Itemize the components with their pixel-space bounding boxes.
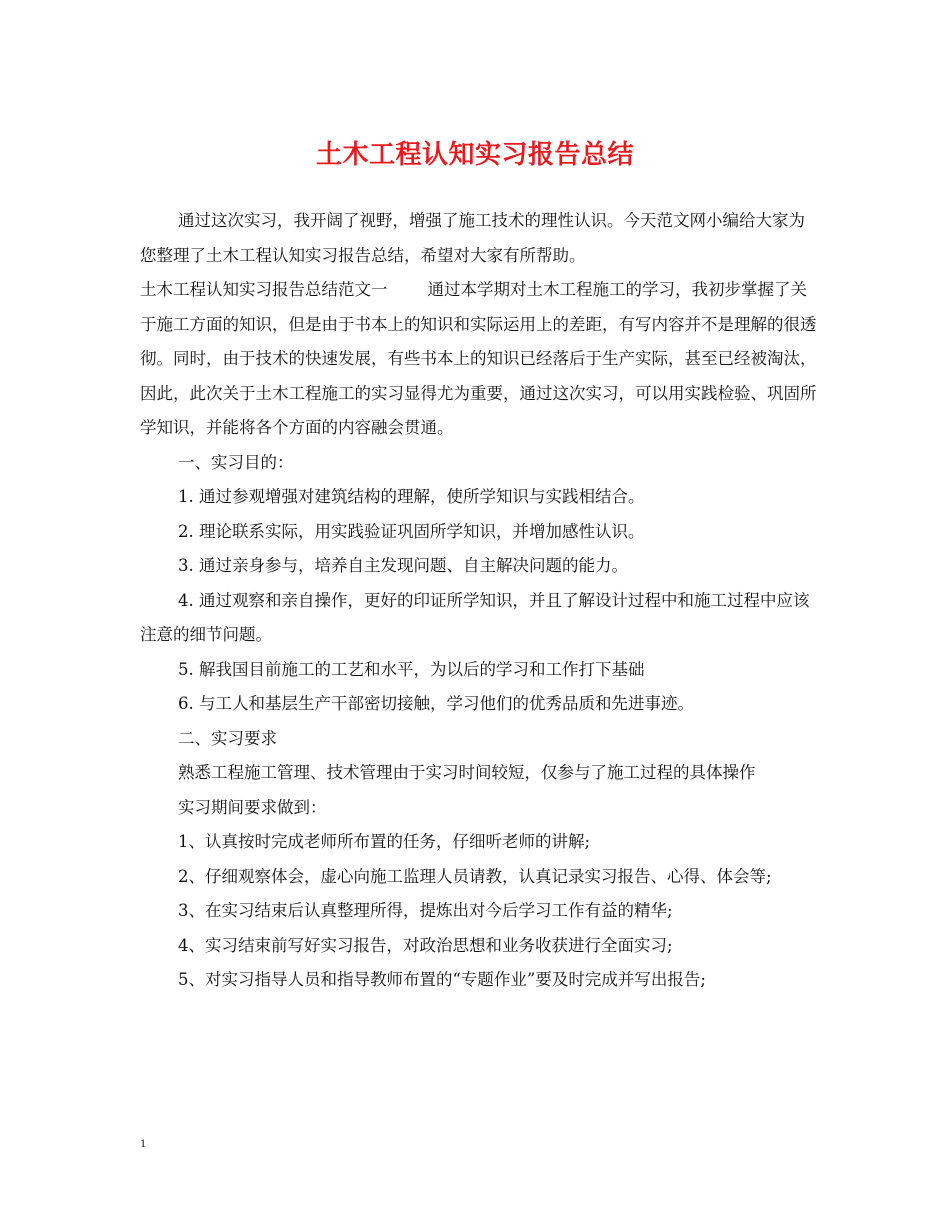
list-item: 6. 与工人和基层生产干部密切接触，学习他们的优秀品质和先进事迹。 [178, 694, 694, 713]
section-heading: 一、实习目的： [178, 452, 294, 472]
page-number: 1 [140, 1136, 146, 1150]
list-item: 2、仔细观察体会，虚心向施工监理人员请教，认真记录实习报告、心得、体会等; [178, 866, 772, 886]
list-item: 2. 理论联系实际，用实践验证巩固所学知识，并增加感性认识。 [178, 521, 645, 541]
list-item: 4. 通过观察和亲自操作，更好的印证所学知识，并且了解设计过程中和施工过程中应该注意的细节问题。 [140, 590, 810, 644]
list-item: 5. 解我国目前施工的工艺和水平，为以后的学习和工作打下基础 [178, 659, 645, 679]
sample-paragraph [140, 273, 820, 446]
requirements-heading: 实习期间要求做到： [178, 797, 327, 817]
page-title: 土木工程认知实习报告总结 [315, 140, 634, 170]
document-body [140, 204, 820, 998]
list-item: 1. 通过参观增强对建筑结构的理解，使所学知识与实践相结合。 [178, 487, 645, 506]
sample-heading: 土木工程认知实习报告总结范文一 [140, 280, 388, 299]
section2-intro: 熟悉工程施工管理、技术管理由于实习时间较短，仅参与了施工过程的具体操作 [178, 763, 756, 782]
section-heading: 二、实习要求 [178, 728, 277, 748]
list-item: 1、认真按时完成老师所布置的任务，仔细听老师的讲解; [178, 832, 591, 851]
intro-paragraph: 通过这次实习，我开阔了视野，增强了施工技术的理性认识。今天范文网小编给大家为您整理了土木工程认知实习报告总结，希望对大家有所帮助。 [140, 211, 805, 265]
sample-body: 通过本学期对土木工程施工的学习，我初步掌握了关于施工方面的知识，但是由于书本上的知识和实际运用上的差距，有写内容并不是理解的很透彻。同时，由于技术的快速发展，有些书本上的知识已经落后于生产实际，甚至已经被淘汰，因此，此次关于土木工程施工的实习显得尤为重要，通过这次实习，可以用实践检验、巩固所学知识，并能将各个方面的内容融会贯通。 [140, 280, 817, 437]
list-item: 3. 通过亲身参与，培养自主发现问题、自主解决问题的能力。 [178, 556, 628, 575]
list-item: 5、对实习指导人员和指导教师布置的“专题作业”要及时完成并写出报告; [178, 970, 706, 989]
list-item: 3、在实习结束后认真整理所得，提炼出对今后学习工作有益的精华; [178, 901, 673, 920]
list-item: 4、实习结束前写好实习报告，对政治思想和业务收获进行全面实习; [178, 935, 673, 955]
